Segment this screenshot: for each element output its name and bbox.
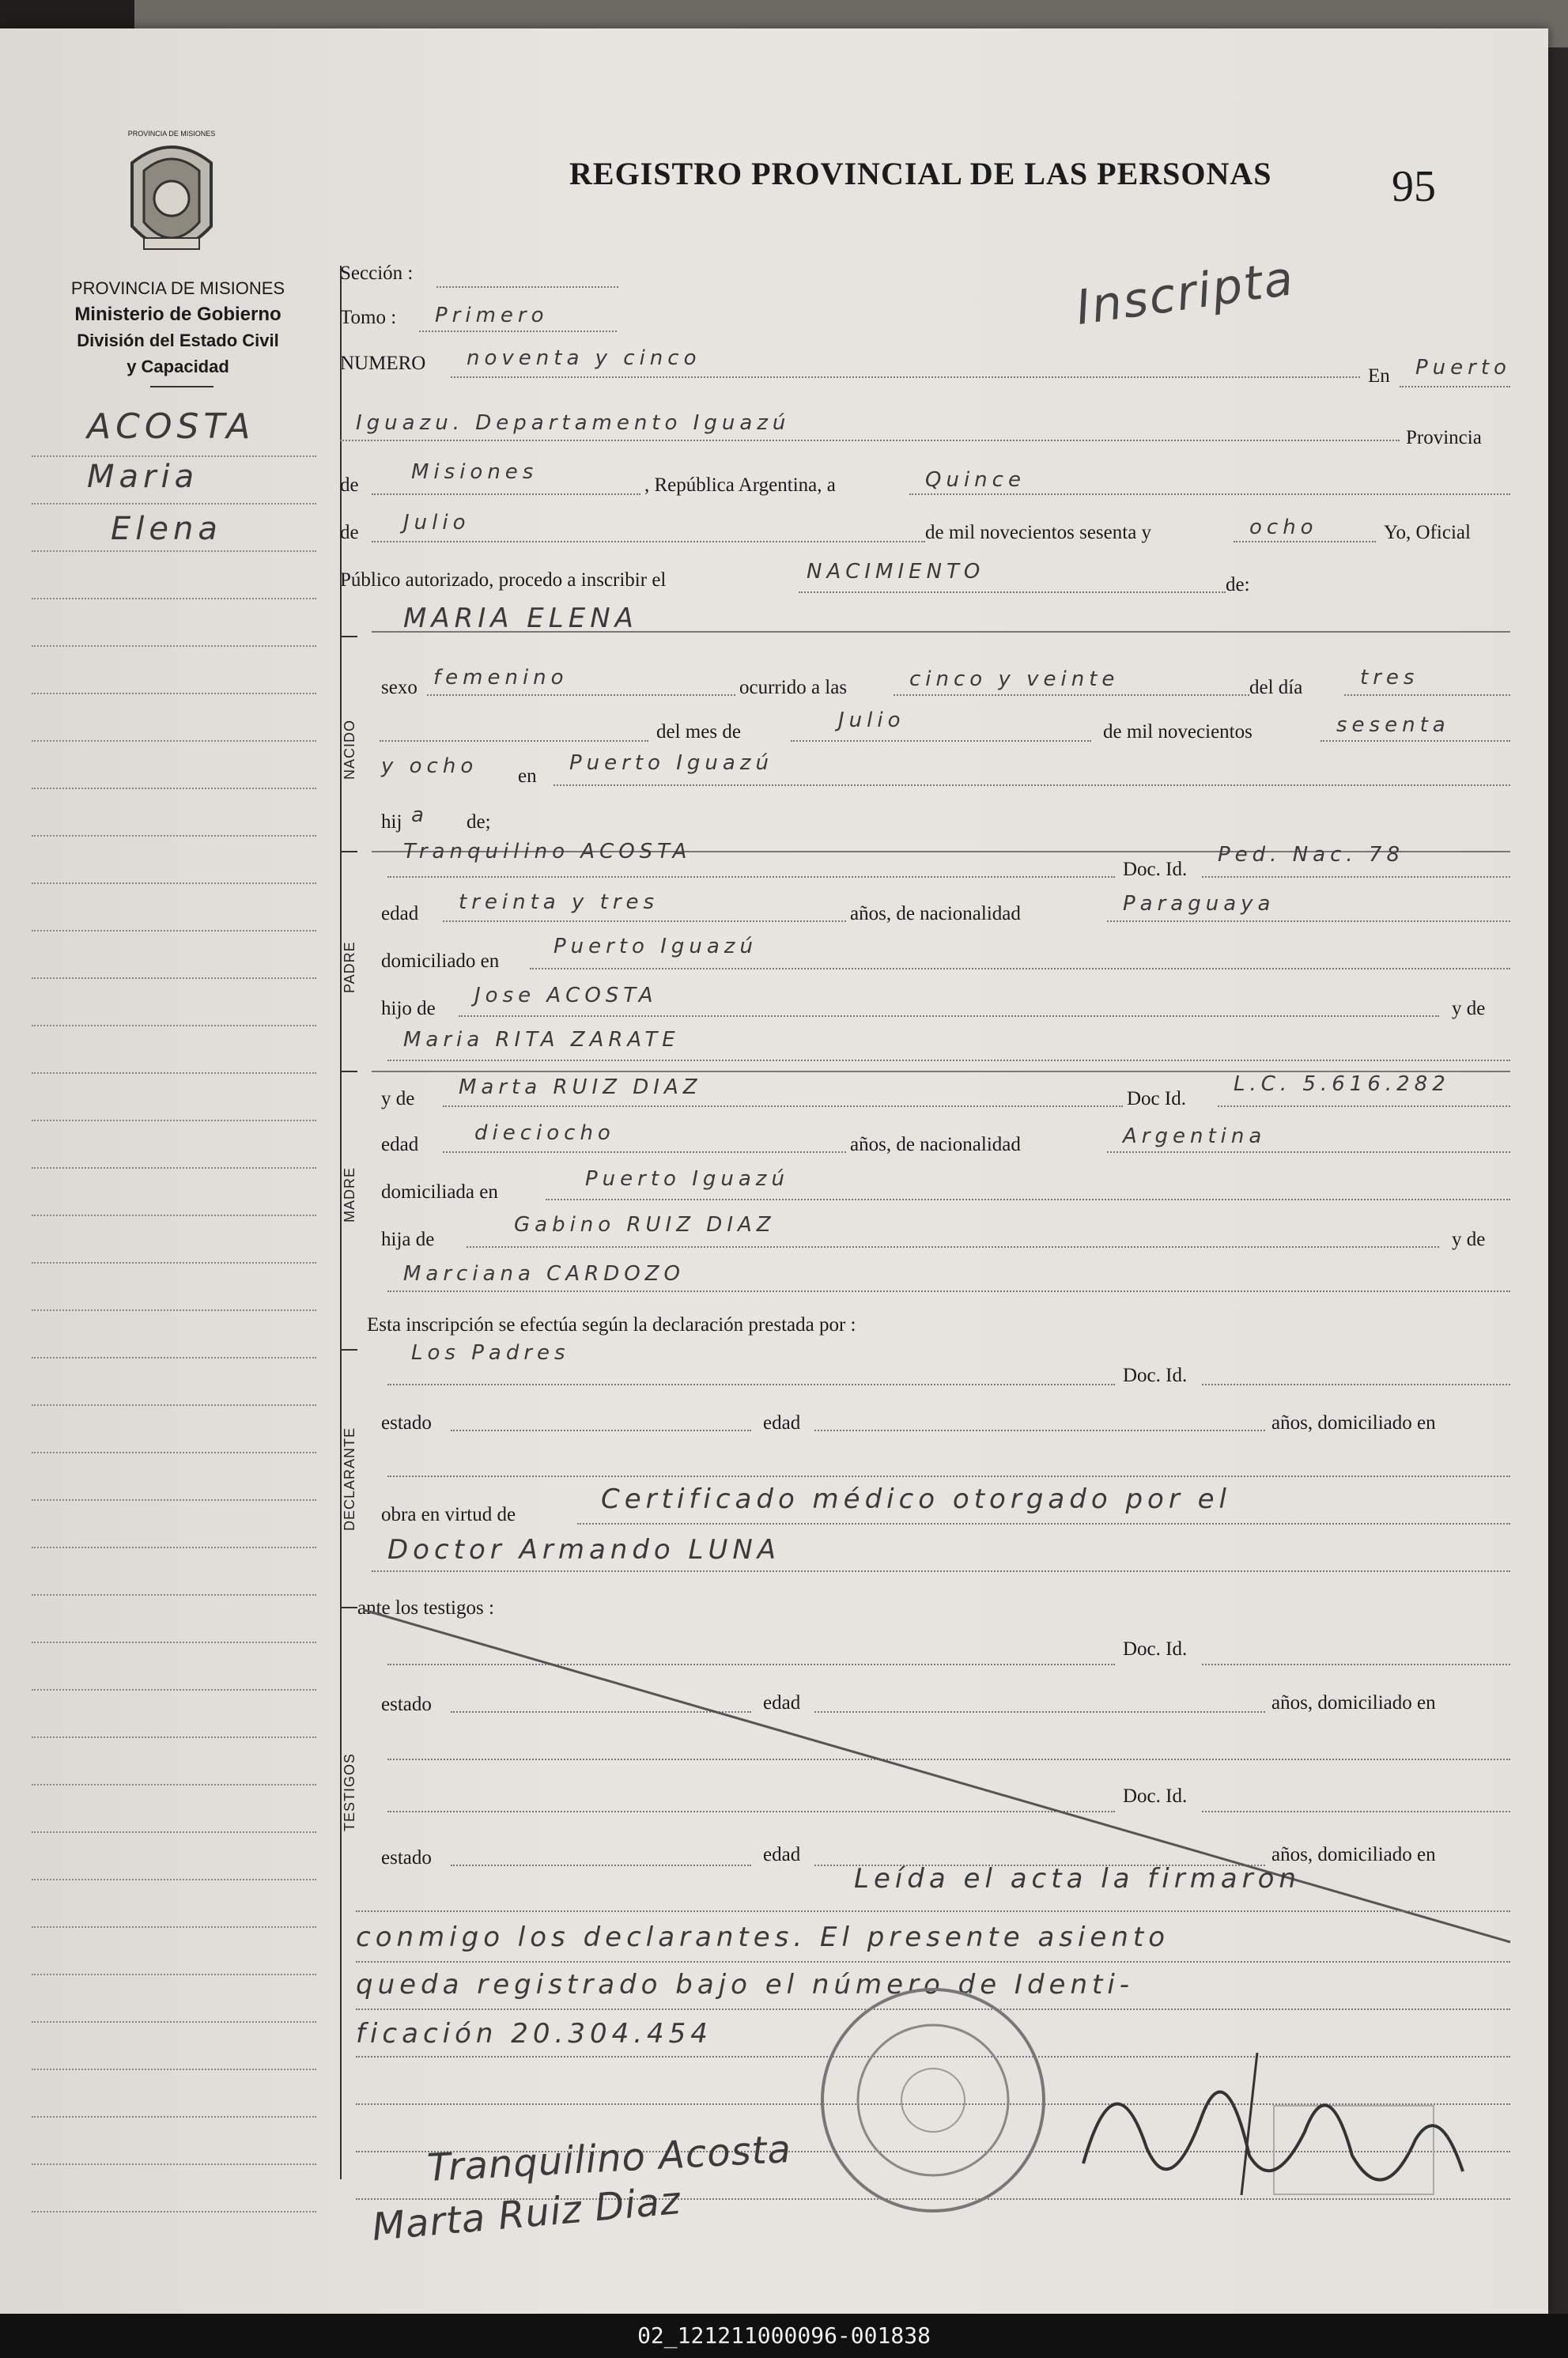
label-anos-dom3: años, domiciliado en (1271, 1844, 1436, 1865)
label-tomo: Tomo : (340, 307, 397, 328)
document-title: REGISTRO PROVINCIAL DE LAS PERSONAS (569, 156, 1272, 191)
label-mil-nov2: de mil novecientos (1103, 721, 1253, 743)
entry-cierre4: ficación 20.304.454 (356, 2018, 712, 2050)
entry-declarante: Los Padres (411, 1341, 570, 1365)
label-doc-id4: Doc. Id. (1123, 1638, 1188, 1660)
entry-mes-acta: Julio (403, 511, 470, 535)
label-seccion: Sección : (340, 263, 414, 284)
letterhead-province: PROVINCIA DE MISIONES (70, 278, 285, 298)
label-edad5: edad (763, 1844, 801, 1865)
label-anos-nac: años, de nacionalidad (850, 903, 1021, 924)
label-anos-dom: años, domiciliado en (1271, 1412, 1436, 1434)
margin-note-name1: Maria (87, 459, 199, 495)
entry-cierre2: conmigo los declarantes. El presente asiento (356, 1922, 1170, 1953)
label-ante: ante los testigos : (357, 1597, 494, 1619)
entry-hij: a (411, 803, 429, 827)
entry-madre-padre: Gabino RUIZ DIAZ (514, 1213, 776, 1237)
label-estado3: estado (381, 1847, 432, 1869)
label-edad2: edad (381, 1134, 419, 1155)
label-esta-insc: Esta inscripción se efectúa según la declaración prestada por : (367, 1314, 856, 1336)
entry-en: Puerto (1415, 356, 1511, 380)
label-del-mes: del mes de (656, 721, 741, 743)
signature-padre: Tranquilino Acosta (425, 2126, 793, 2191)
entry-numero: noventa y cinco (467, 346, 701, 370)
entry-tomo: Primero (435, 304, 549, 327)
letterhead-ministry: Ministerio de Gobierno (74, 304, 281, 325)
entry-padre: Tranquilino ACOSTA (403, 840, 692, 863)
label-de2: de (340, 522, 359, 543)
section-madre: MADRE (342, 1166, 357, 1222)
label-doc-id2: Doc Id. (1127, 1088, 1186, 1109)
entry-madre-edad: dieciocho (474, 1121, 615, 1145)
label-edad4: edad (763, 1692, 801, 1714)
entry-madre: Marta RUIZ DIAZ (459, 1075, 702, 1099)
entry-padre-edad: treinta y tres (459, 890, 659, 914)
margin-note-surname: ACOSTA (87, 406, 255, 447)
entry-padre-dom: Puerto Iguazú (554, 935, 758, 958)
label-provincia: Provincia (1406, 427, 1482, 448)
letterhead-division: División del Estado Civil (77, 331, 279, 350)
label-republica: , República Argentina, a (644, 474, 836, 496)
section-declarante: DECLARANTE (342, 1427, 357, 1531)
entry-hora: cinco y veinte (909, 667, 1120, 691)
entry-madre-dom: Puerto Iguazú (585, 1167, 789, 1191)
cancel-strike (356, 1602, 1518, 1950)
entry-cierre3: queda registrado bajo el número de Identi- (356, 1969, 1135, 2001)
label-del-dia: del día (1249, 677, 1303, 698)
entry-provincia: Misiones (411, 460, 538, 484)
label-anos-dom2: años, domiciliado en (1271, 1692, 1436, 1714)
entry-dia-acta: Quince (925, 468, 1026, 492)
signature-madre: Marta Ruiz Diaz (370, 2179, 683, 2250)
entry-nombre: MARIA ELENA (403, 603, 638, 634)
letterhead (32, 275, 324, 380)
signature-oficial (1067, 2021, 1479, 2227)
label-anos-nac2: años, de nacionalidad (850, 1134, 1021, 1155)
label-mil-nov: de mil novecientos sesenta y (925, 522, 1152, 543)
label-doc-id: Doc. Id. (1123, 859, 1188, 880)
entry-mes: Julio (838, 709, 905, 732)
entry-padre-padre: Jose ACOSTA (474, 984, 658, 1007)
entry-madre-nac: Argentina (1123, 1124, 1267, 1148)
margin-note-name2: Elena (111, 511, 222, 547)
section-nacido: NACIDO (342, 719, 357, 780)
entry-acto: NACIMIENTO (807, 560, 985, 584)
entry-obra1: Certificado médico otorgado por el (601, 1483, 1231, 1515)
label-de-colon: de: (1226, 574, 1250, 595)
label-domiciliada-en: domiciliada en (381, 1181, 498, 1203)
margin-divider (340, 266, 342, 2179)
register-page (0, 28, 1548, 2314)
label-de: de (340, 474, 359, 496)
label-estado2: estado (381, 1694, 432, 1715)
entry-anio: sesenta (1336, 713, 1450, 737)
seal-caption: PROVINCIA DE MISIONES (127, 130, 216, 138)
label-yo-oficial: Yo, Oficial (1384, 522, 1471, 543)
entry-madre-madre: Marciana CARDOZO (403, 1262, 685, 1286)
label-y-de3: y de (1452, 1229, 1486, 1250)
label-en2: en (518, 765, 537, 787)
label-edad3: edad (763, 1412, 801, 1434)
entry-madre-doc: L.C. 5.616.282 (1234, 1072, 1450, 1096)
label-obra: obra en virtud de (381, 1504, 516, 1525)
entry-lugar-nac: Puerto Iguazú (569, 751, 773, 775)
entry-padre-doc: Ped. Nac. 78 (1218, 843, 1404, 867)
page-number: 95 (1392, 162, 1436, 211)
label-numero: NUMERO (340, 353, 426, 374)
label-de-semi: de; (467, 811, 491, 833)
label-hijo-de: hijo de (381, 998, 436, 1019)
entry-anio-acta: ocho (1249, 516, 1318, 539)
label-doc-id3: Doc. Id. (1123, 1365, 1188, 1386)
entry-lugar: Iguazu. Departamento Iguazú (356, 411, 791, 435)
section-testigos: TESTIGOS (342, 1752, 357, 1831)
letterhead-division2: y Capacidad (127, 357, 229, 376)
entry-anio2: y ocho (381, 754, 478, 778)
entry-dia: tres (1360, 666, 1419, 690)
label-edad: edad (381, 903, 419, 924)
label-ocurrido: ocurrido a las (739, 677, 848, 698)
archive-id-footer: 02_121211000096-001838 (0, 2314, 1568, 2358)
label-hij: hij (381, 811, 402, 833)
coat-of-arms-seal (120, 131, 223, 274)
stamp-annotation: Inscripta (1072, 251, 1298, 336)
label-en: En (1368, 365, 1390, 387)
entry-sexo: femenino (433, 666, 569, 690)
label-domiciliado-en: domiciliado en (381, 950, 500, 972)
entry-padre-nac: Paraguaya (1123, 892, 1275, 916)
label-estado: estado (381, 1412, 432, 1434)
entry-padre-madre: Maria RITA ZARATE (403, 1028, 680, 1052)
label-hija-de: hija de (381, 1229, 435, 1250)
registry-round-stamp (814, 1982, 1052, 2219)
label-y-de: y de (1452, 998, 1486, 1019)
label-y-de2: y de (381, 1088, 415, 1109)
entry-cierre1: Leída el acta la firmaron (854, 1863, 1301, 1895)
section-padre: PADRE (342, 941, 357, 993)
label-sexo: sexo (381, 677, 418, 698)
entry-obra2: Doctor Armando LUNA (387, 1534, 781, 1566)
label-doc-id5: Doc. Id. (1123, 1786, 1188, 1807)
label-publico: Público autorizado, procedo a inscribir el (340, 569, 667, 591)
